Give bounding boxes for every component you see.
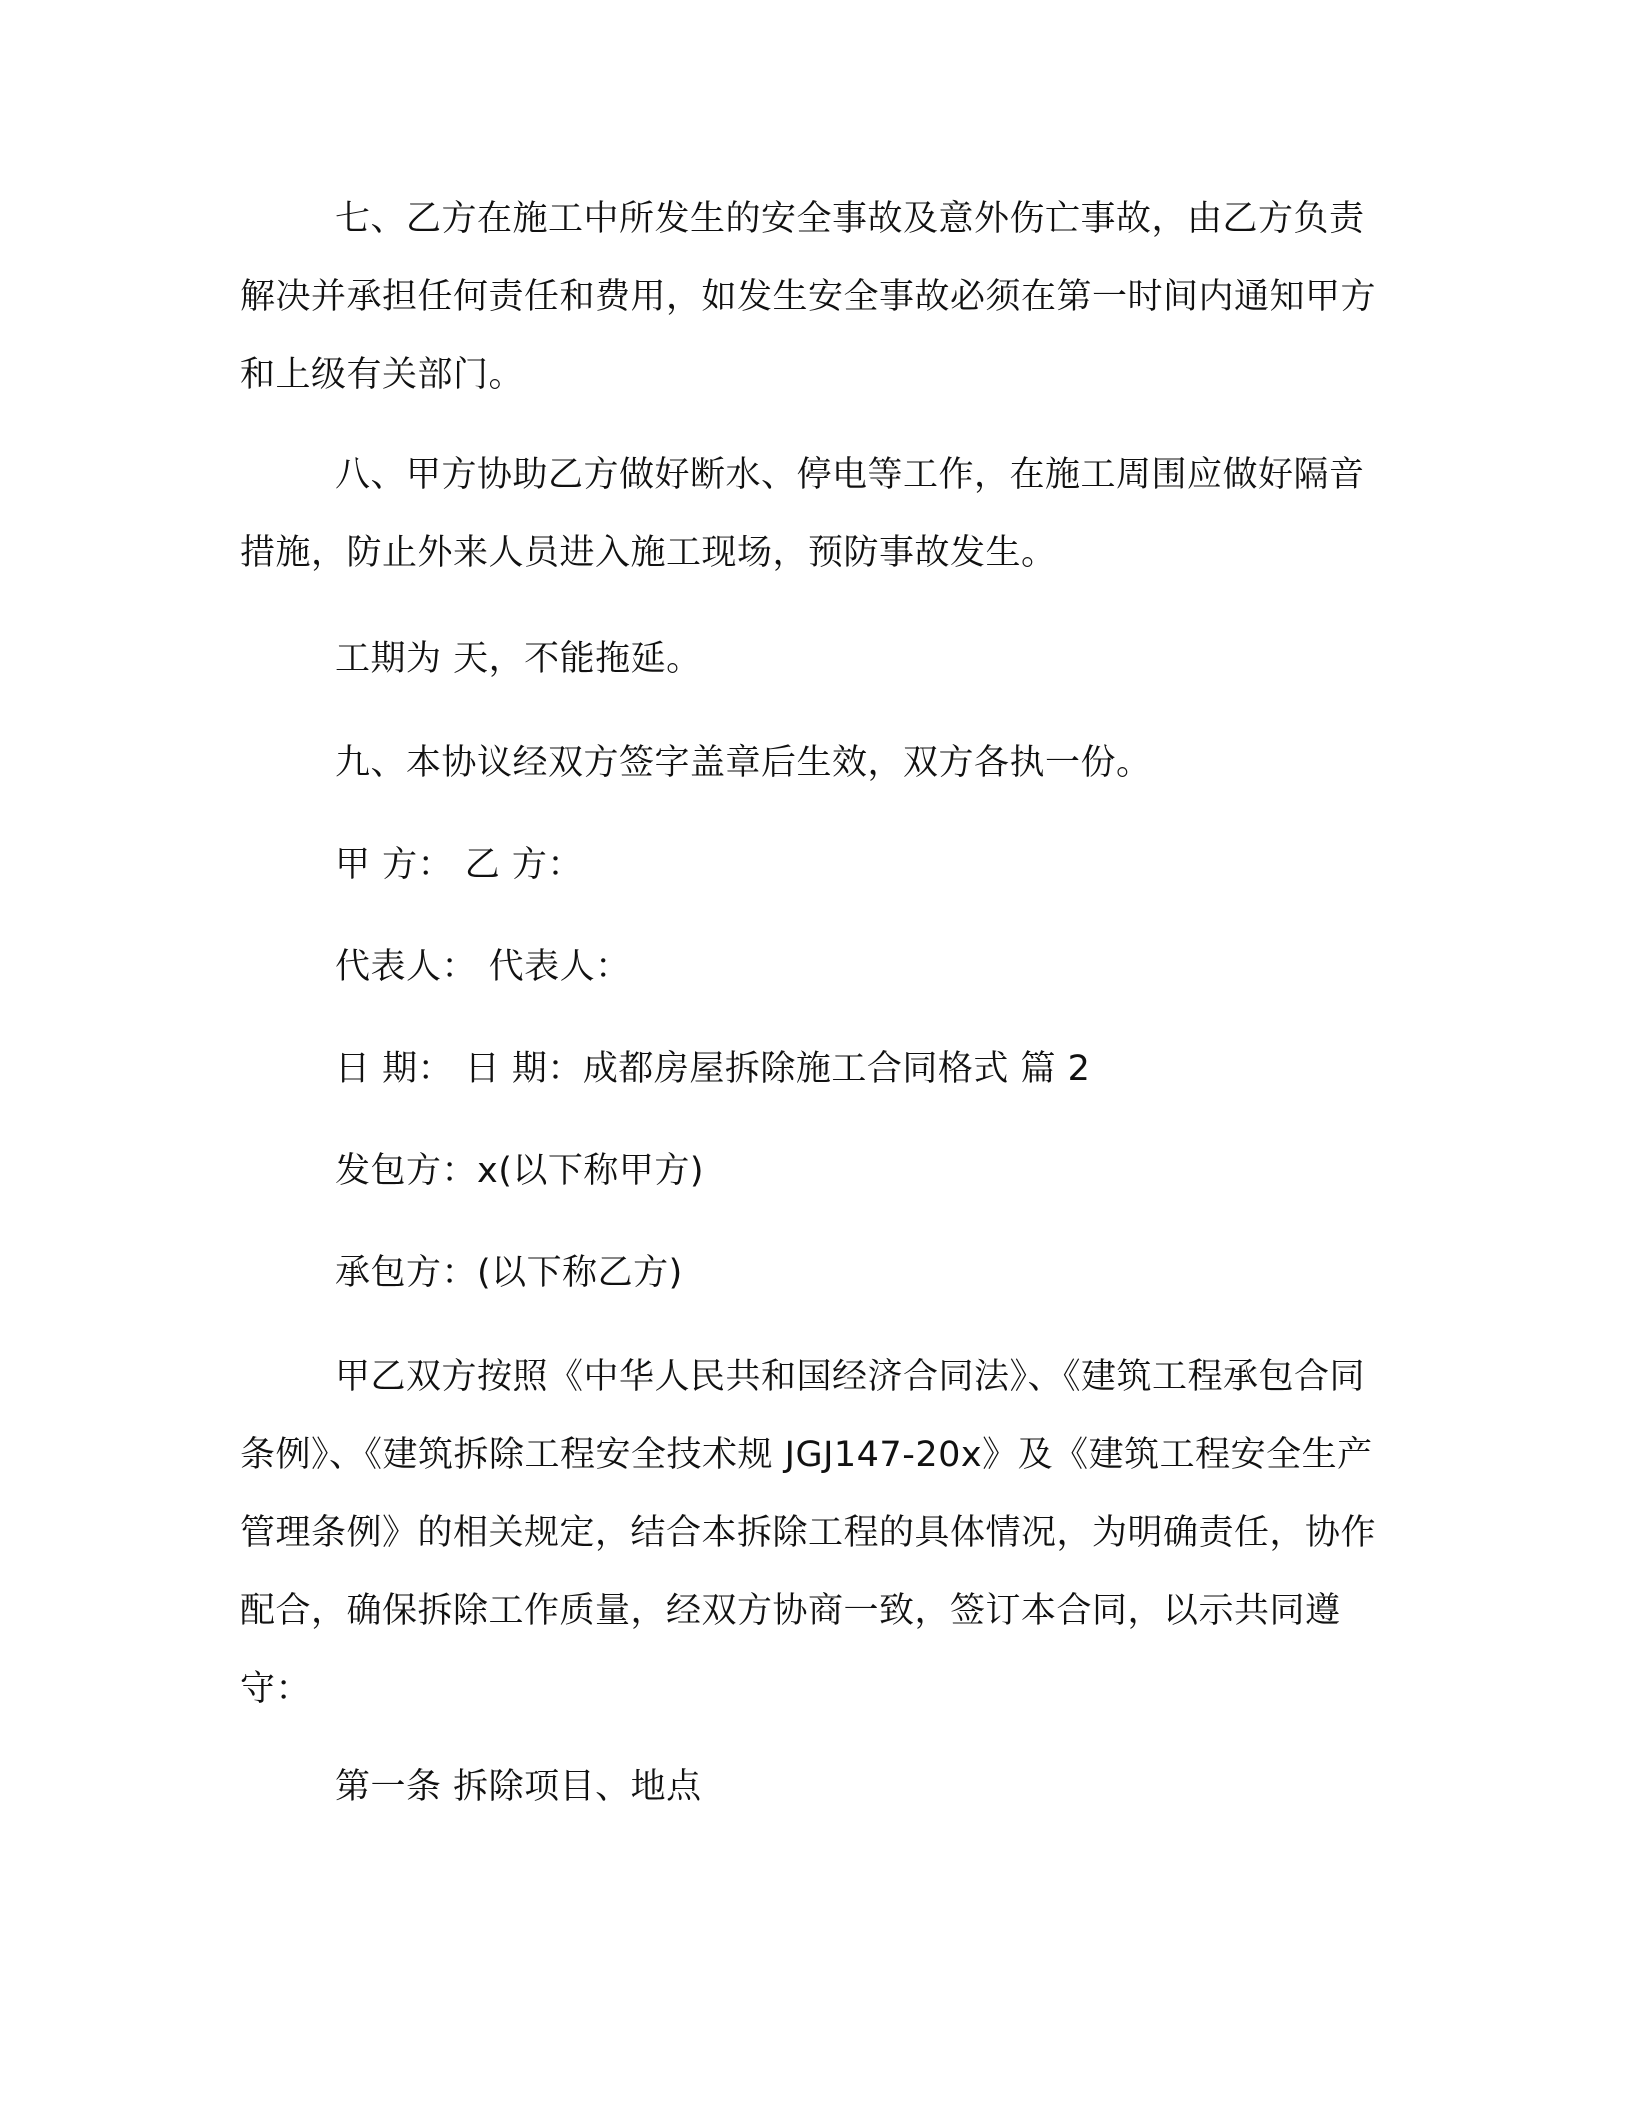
article-1-heading: 第一条 拆除项目、地点 xyxy=(335,1767,702,1807)
signature-date-line: 日 期： 日 期：成都房屋拆除施工合同格式 篇 2 xyxy=(335,1049,1091,1089)
paragraph-clause-9: 九、本协议经双方签字盖章后生效，双方各执一份。 xyxy=(335,743,1152,783)
signature-parties-line: 甲 方： 乙 方： xyxy=(335,845,583,885)
employer-party-line: 发包方：x(以下称甲方) xyxy=(335,1151,705,1191)
paragraph-contract-basis: 甲乙双方按照《中华人民共和国经济合同法》、《建筑工程承包合同条例》、《建筑拆除工程安全技术规 JGJ147-20x》及《建筑工程安全生产管理条例》的相关规定，结合本拆除工程的具体情况，为明确责任，协作配合，确保拆除工作质量，经双方协商一致，签订本合同，以示共同遵守： xyxy=(240,1357,1377,1709)
paragraph-clause-7: 七、乙方在施工中所发生的安全事故及意外伤亡事故，由乙方负责解决并承担任何责任和费用，如发生安全事故必须在第一时间内通知甲方和上级有关部门。 xyxy=(240,199,1377,395)
signature-representatives-line: 代表人： 代表人： xyxy=(335,947,631,987)
paragraph-construction-period: 工期为 天，不能拖延。 xyxy=(335,639,702,679)
contractor-party-line: 承包方：(以下称乙方) xyxy=(335,1253,683,1293)
paragraph-clause-8: 八、甲方协助乙方做好断水、停电等工作，在施工周围应做好隔音措施，防止外来人员进入施工现场，预防事故发生。 xyxy=(240,455,1365,573)
